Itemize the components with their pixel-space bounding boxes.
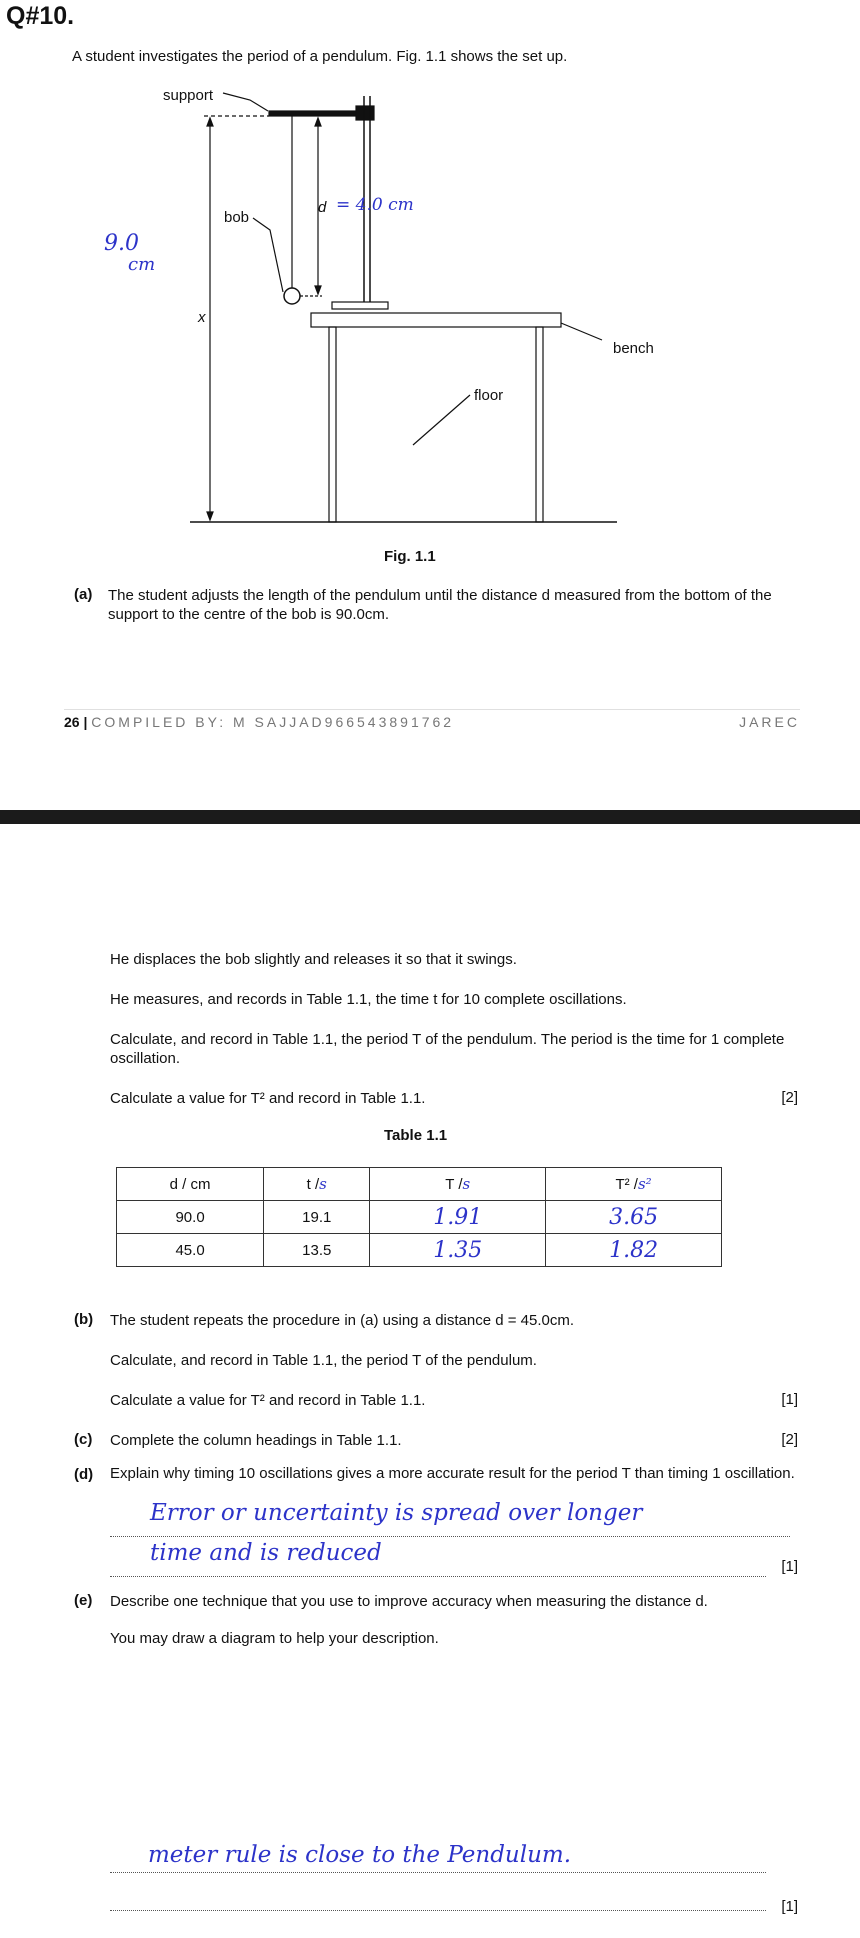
part-b-p3: Calculate a value for T² and record in Table 1.1. <box>110 1392 426 1409</box>
cell-t: 19.1 <box>264 1201 370 1234</box>
pendulum-bob <box>284 288 300 304</box>
header-T: T /s <box>370 1168 546 1201</box>
handwritten-x-unit: cm <box>128 254 156 275</box>
floor-leader <box>413 395 470 445</box>
cell-d: 45.0 <box>117 1234 264 1267</box>
part-e-answer-1: meter rule is close to the Pendulum. <box>148 1842 572 1868</box>
part-a-cont-p2: He measures, and records in Table 1.1, the time t for 10 complete oscillations. <box>110 991 627 1008</box>
label-bench: bench <box>613 340 654 357</box>
handwritten-d-value: = 4.0 cm <box>336 195 414 215</box>
cell-T: 1.35 <box>370 1234 546 1267</box>
clamp <box>356 106 374 120</box>
cell-T2: 1.82 <box>546 1234 722 1267</box>
question-number: Q#10. <box>6 2 75 30</box>
cell-d: 90.0 <box>117 1201 264 1234</box>
part-e-answer-line-2 <box>110 1886 766 1911</box>
part-b-p1: The student repeats the procedure in (a) using a distance d = 45.0cm. <box>110 1312 575 1329</box>
header-T2: T² /s² <box>546 1168 722 1201</box>
footer-page-number: 26 <box>64 714 80 730</box>
part-a-text: The student adjusts the length of the pendulum until the distance d measured from the bottom of the support to the centre of the bob is 90.0cm. <box>108 587 772 623</box>
part-e-mark: [1] <box>781 1898 798 1915</box>
part-d-label: (d) <box>74 1466 94 1483</box>
label-bob: bob <box>224 209 250 226</box>
label-x: x <box>198 309 206 326</box>
footer-rule <box>64 709 800 710</box>
footer-credit-text: COMPILED BY: M SAJJAD966543891762 <box>91 714 455 730</box>
label-floor: floor <box>474 387 504 404</box>
footer-right-text: JAREC <box>739 714 800 730</box>
label-support: support <box>163 87 214 104</box>
table-row <box>117 1234 722 1267</box>
part-a-cont-p3: Calculate, and record in Table 1.1, the period T of the pendulum. The period is the time for 1 complete oscillation. <box>110 1031 785 1067</box>
bench-leg-right <box>536 327 543 522</box>
figure-caption: Fig. 1.1 <box>384 548 436 565</box>
part-e-label: (e) <box>74 1592 93 1609</box>
cell-t: 13.5 <box>264 1234 370 1267</box>
part-e-text: Describe one technique that you use to improve accuracy when measuring the distance d. <box>110 1593 708 1610</box>
part-d-answer-2: time and is reduced <box>150 1540 382 1566</box>
table-title: Table 1.1 <box>384 1127 448 1144</box>
part-a-cont-p4: Calculate a value for T² and record in Table 1.1. <box>110 1090 426 1107</box>
cell-T2: 3.65 <box>546 1201 722 1234</box>
part-b-label: (b) <box>74 1311 94 1328</box>
handwritten-x-value: 9.0 <box>104 231 139 256</box>
table-row <box>117 1201 722 1234</box>
footer-credit: 26 | COMPILED BY: M SAJJAD966543891762 <box>64 714 455 730</box>
label-d: d <box>318 199 327 216</box>
part-e-text-2: You may draw a diagram to help your description. <box>110 1630 439 1647</box>
support-bar <box>269 111 369 116</box>
stand-base <box>332 302 388 309</box>
bench-leg-left <box>329 327 336 522</box>
part-a-cont-p1: He displaces the bob slightly and releases it so that it swings. <box>110 951 517 968</box>
intro-text: A student investigates the period of a pendulum. Fig. 1.1 shows the set up. <box>72 48 568 65</box>
part-d-answer-1: Error or uncertainty is spread over longer <box>150 1500 643 1526</box>
part-d-text: Explain why timing 10 oscillations gives a more accurate result for the period T than timing 1 oscillation. <box>110 1465 795 1482</box>
bob-leader <box>253 218 283 292</box>
part-d-mark: [1] <box>781 1558 798 1575</box>
page-divider <box>0 810 860 824</box>
part-b-p2: Calculate, and record in Table 1.1, the period T of the pendulum. <box>110 1352 537 1369</box>
header-d: d / cm <box>117 1168 264 1201</box>
support-leader <box>223 93 268 111</box>
table-header-row <box>117 1168 722 1201</box>
bench-top <box>311 313 561 327</box>
table-1-1 <box>116 1167 722 1267</box>
header-t: t /s <box>264 1168 370 1201</box>
part-b-mark: [1] <box>781 1391 798 1408</box>
part-c-label: (c) <box>74 1431 93 1448</box>
part-c-text: Complete the column headings in Table 1.1. <box>110 1432 402 1449</box>
cell-T: 1.91 <box>370 1201 546 1234</box>
part-a-label: (a) <box>74 586 93 603</box>
part-a-mark: [2] <box>781 1089 798 1106</box>
bench-leader <box>561 323 602 340</box>
pendulum-figure <box>0 70 860 570</box>
part-c-mark: [2] <box>781 1431 798 1448</box>
